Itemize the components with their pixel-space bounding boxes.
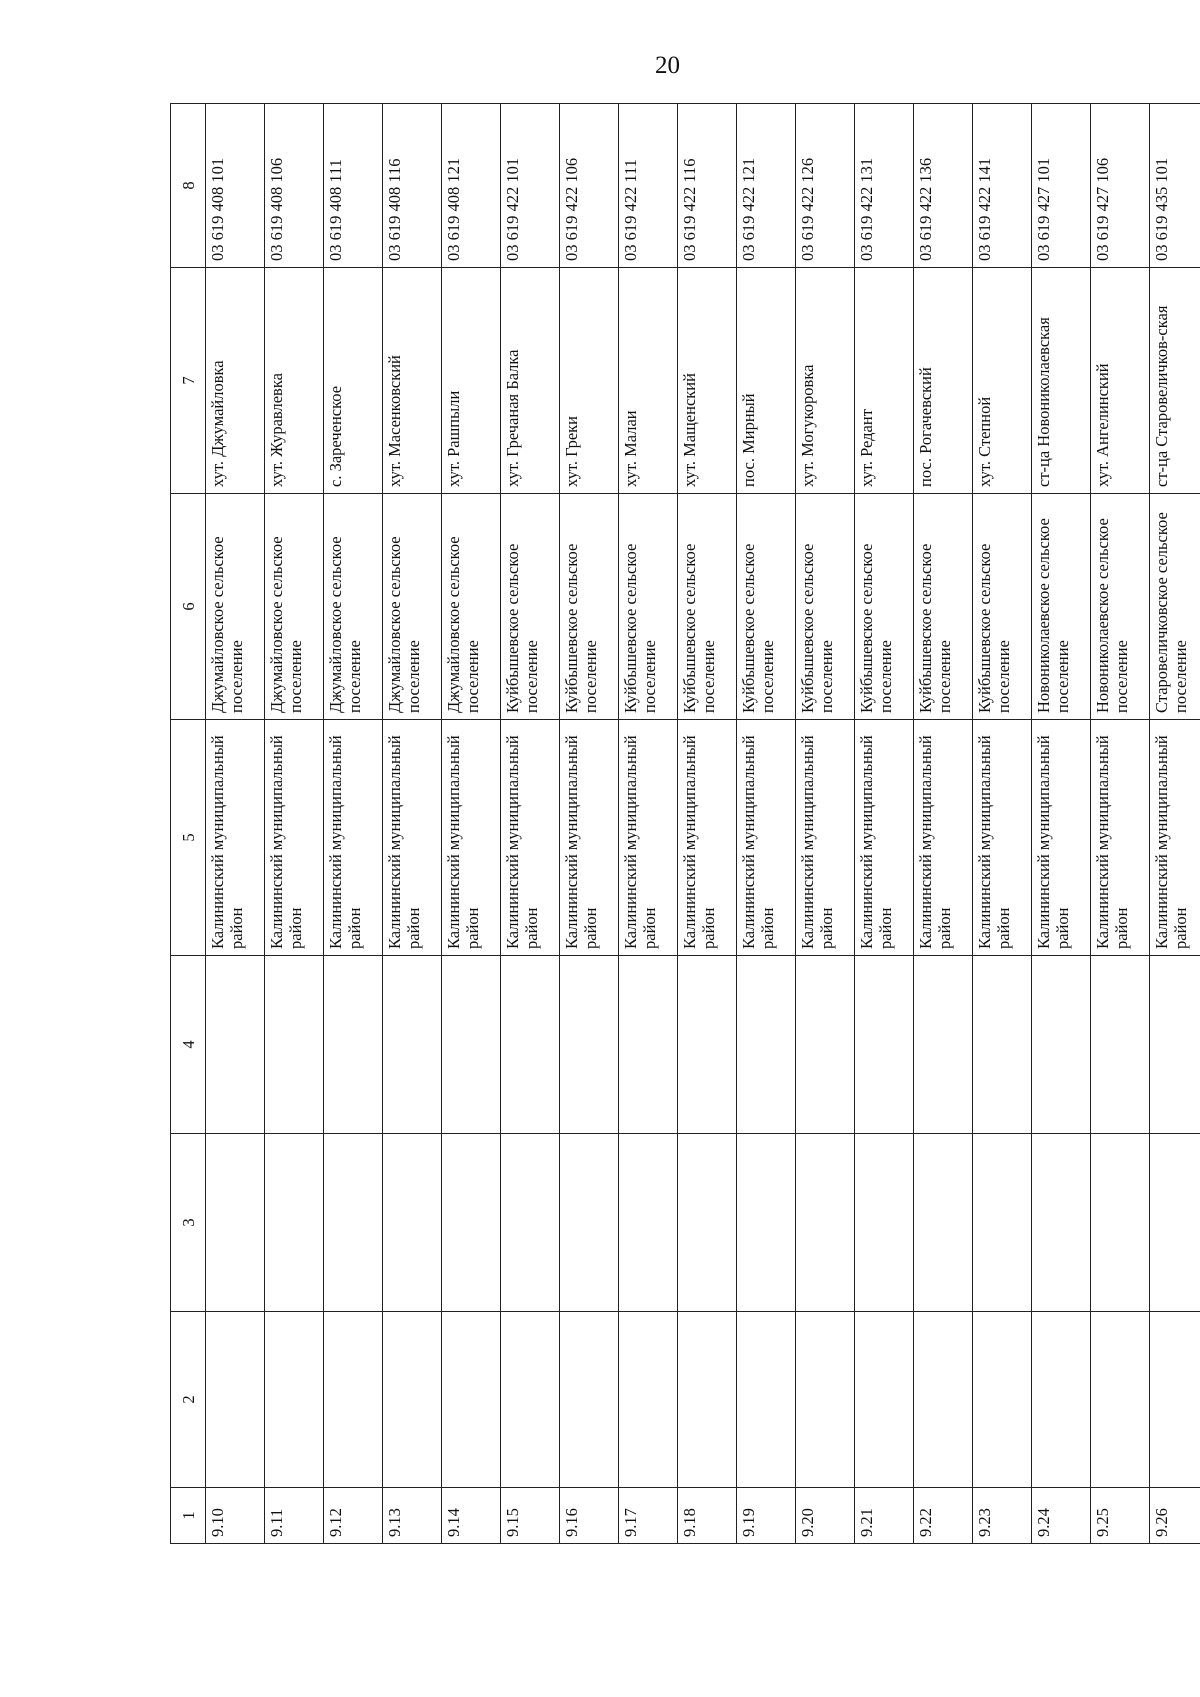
oktmo-code-cell: 03 619 422 141 [973, 104, 1032, 268]
municipal-district-cell: Калининский муниципальный район [678, 720, 737, 956]
municipal-district-cell: Калининский муниципальный район [442, 720, 501, 956]
municipal-district-cell: Калининский муниципальный район [973, 720, 1032, 956]
oktmo-code-cell: 03 619 408 121 [442, 104, 501, 268]
settlement-cell: Куйбышевское сельское поселение [678, 494, 737, 720]
column-3-cell [1091, 1134, 1150, 1312]
row-number-cell: 9.16 [560, 1488, 619, 1544]
table-row [737, 104, 796, 1544]
settlement-cell: Куйбышевское сельское поселение [560, 494, 619, 720]
row-number-cell: 9.10 [206, 1488, 265, 1544]
oktmo-code-cell: 03 619 408 101 [206, 104, 265, 268]
column-4-cell [855, 956, 914, 1134]
column-number-1: 1 [171, 1488, 206, 1544]
locality-cell: хут. Греки [560, 268, 619, 494]
row-number-cell: 9.21 [855, 1488, 914, 1544]
oktmo-code-cell: 03 619 427 101 [1032, 104, 1091, 268]
oktmo-code-cell: 03 619 422 121 [737, 104, 796, 268]
column-4-cell [619, 956, 678, 1134]
settlement-cell: Новониколаевское сельское поселение [1032, 494, 1091, 720]
column-4-cell [442, 956, 501, 1134]
settlements-table [170, 103, 1200, 1544]
column-2-cell [973, 1312, 1032, 1488]
oktmo-code-cell: 03 619 408 116 [383, 104, 442, 268]
column-3-cell [560, 1134, 619, 1312]
row-number-cell: 9.26 [1150, 1488, 1200, 1544]
oktmo-code-cell: 03 619 422 131 [855, 104, 914, 268]
column-3-cell [265, 1134, 324, 1312]
table-row [855, 104, 914, 1544]
oktmo-code-cell: 03 619 422 111 [619, 104, 678, 268]
table-row [206, 104, 265, 1544]
column-2-cell [206, 1312, 265, 1488]
column-2-cell [619, 1312, 678, 1488]
locality-cell: хут. Гречаная Балка [501, 268, 560, 494]
column-2-cell [1091, 1312, 1150, 1488]
settlement-cell: Куйбышевское сельское поселение [973, 494, 1032, 720]
locality-cell: хут. Джумайловка [206, 268, 265, 494]
locality-cell: хут. Ангелинский [1091, 268, 1150, 494]
oktmo-code-cell: 03 619 422 101 [501, 104, 560, 268]
column-3-cell [1150, 1134, 1200, 1312]
row-number-cell: 9.17 [619, 1488, 678, 1544]
column-4-cell [383, 956, 442, 1134]
column-2-cell [265, 1312, 324, 1488]
column-number-8: 8 [171, 104, 206, 268]
column-3-cell [383, 1134, 442, 1312]
column-3-cell [501, 1134, 560, 1312]
oktmo-code-cell: 03 619 422 136 [914, 104, 973, 268]
column-number-2: 2 [171, 1312, 206, 1488]
row-number-cell: 9.22 [914, 1488, 973, 1544]
settlement-cell: Куйбышевское сельское поселение [855, 494, 914, 720]
column-number-4: 4 [171, 956, 206, 1134]
column-2-cell [1032, 1312, 1091, 1488]
table-row [324, 104, 383, 1544]
column-3-cell [973, 1134, 1032, 1312]
locality-cell: хут. Редант [855, 268, 914, 494]
column-2-cell [914, 1312, 973, 1488]
table-row [796, 104, 855, 1544]
settlement-cell: Джумайловское сельское поселение [324, 494, 383, 720]
column-4-cell [914, 956, 973, 1134]
settlement-cell: Джумайловское сельское поселение [442, 494, 501, 720]
row-number-cell: 9.13 [383, 1488, 442, 1544]
municipal-district-cell: Калининский муниципальный район [737, 720, 796, 956]
column-4-cell [560, 956, 619, 1134]
column-3-cell [206, 1134, 265, 1312]
table-header-row [171, 104, 206, 1544]
column-4-cell [1032, 956, 1091, 1134]
column-2-cell [1150, 1312, 1200, 1488]
municipal-district-cell: Калининский муниципальный район [1091, 720, 1150, 956]
column-2-cell [442, 1312, 501, 1488]
oktmo-code-cell: 03 619 422 116 [678, 104, 737, 268]
row-number-cell: 9.19 [737, 1488, 796, 1544]
column-4-cell [737, 956, 796, 1134]
locality-cell: хут. Малаи [619, 268, 678, 494]
settlement-cell: Куйбышевское сельское поселение [914, 494, 973, 720]
column-3-cell [914, 1134, 973, 1312]
row-number-cell: 9.20 [796, 1488, 855, 1544]
column-number-6: 6 [171, 494, 206, 720]
row-number-cell: 9.25 [1091, 1488, 1150, 1544]
municipal-district-cell: Калининский муниципальный район [206, 720, 265, 956]
column-4-cell [973, 956, 1032, 1134]
settlement-cell: Куйбышевское сельское поселение [501, 494, 560, 720]
column-2-cell [796, 1312, 855, 1488]
oktmo-code-cell: 03 619 408 111 [324, 104, 383, 268]
page-number: 20 [655, 52, 680, 79]
table-row [442, 104, 501, 1544]
municipal-district-cell: Калининский муниципальный район [560, 720, 619, 956]
table-row [265, 104, 324, 1544]
column-3-cell [619, 1134, 678, 1312]
table-row [560, 104, 619, 1544]
column-4-cell [501, 956, 560, 1134]
settlement-cell: Джумайловское сельское поселение [265, 494, 324, 720]
municipal-district-cell: Калининский муниципальный район [324, 720, 383, 956]
table-row [973, 104, 1032, 1544]
oktmo-code-cell: 03 619 422 106 [560, 104, 619, 268]
column-4-cell [324, 956, 383, 1134]
table-row [619, 104, 678, 1544]
municipal-district-cell: Калининский муниципальный район [265, 720, 324, 956]
municipal-district-cell: Калининский муниципальный район [1150, 720, 1200, 956]
column-4-cell [1150, 956, 1200, 1134]
table-row [383, 104, 442, 1544]
oktmo-code-cell: 03 619 408 106 [265, 104, 324, 268]
row-number-cell: 9.12 [324, 1488, 383, 1544]
table-body [171, 104, 1200, 1544]
locality-cell: ст-ца Новониколаевская [1032, 268, 1091, 494]
column-number-5: 5 [171, 720, 206, 956]
municipal-district-cell: Калининский муниципальный район [914, 720, 973, 956]
rotated-table-container [170, 104, 1190, 1544]
table-row [1032, 104, 1091, 1544]
column-2-cell [855, 1312, 914, 1488]
column-3-cell [324, 1134, 383, 1312]
settlement-cell: Куйбышевское сельское поселение [619, 494, 678, 720]
locality-cell: хут. Рашпыли [442, 268, 501, 494]
row-number-cell: 9.24 [1032, 1488, 1091, 1544]
oktmo-code-cell: 03 619 435 101 [1150, 104, 1200, 268]
column-2-cell [501, 1312, 560, 1488]
settlement-cell: Новониколаевское сельское поселение [1091, 494, 1150, 720]
column-4-cell [796, 956, 855, 1134]
settlement-cell: Старовеличковское сельское поселение [1150, 494, 1200, 720]
column-4-cell [678, 956, 737, 1134]
table-row [1150, 104, 1200, 1544]
locality-cell: ст-ца Старовеличков-ская [1150, 268, 1200, 494]
locality-cell: хут. Масенковский [383, 268, 442, 494]
locality-cell: хут. Мащенский [678, 268, 737, 494]
column-number-3: 3 [171, 1134, 206, 1312]
column-3-cell [796, 1134, 855, 1312]
settlement-cell: Куйбышевское сельское поселение [796, 494, 855, 720]
locality-cell: хут. Журавлевка [265, 268, 324, 494]
row-number-cell: 9.23 [973, 1488, 1032, 1544]
settlement-cell: Джумайловское сельское поселение [383, 494, 442, 720]
locality-cell: пос. Рогачевский [914, 268, 973, 494]
locality-cell: с. Зареченское [324, 268, 383, 494]
column-3-cell [678, 1134, 737, 1312]
municipal-district-cell: Калининский муниципальный район [796, 720, 855, 956]
settlement-cell: Куйбышевское сельское поселение [737, 494, 796, 720]
column-2-cell [737, 1312, 796, 1488]
municipal-district-cell: Калининский муниципальный район [1032, 720, 1091, 956]
row-number-cell: 9.18 [678, 1488, 737, 1544]
municipal-district-cell: Калининский муниципальный район [383, 720, 442, 956]
column-3-cell [737, 1134, 796, 1312]
municipal-district-cell: Калининский муниципальный район [855, 720, 914, 956]
row-number-cell: 9.14 [442, 1488, 501, 1544]
locality-cell: пос. Мирный [737, 268, 796, 494]
oktmo-code-cell: 03 619 427 106 [1091, 104, 1150, 268]
table-row [678, 104, 737, 1544]
column-3-cell [442, 1134, 501, 1312]
column-4-cell [206, 956, 265, 1134]
settlement-cell: Джумайловское сельское поселение [206, 494, 265, 720]
oktmo-code-cell: 03 619 422 126 [796, 104, 855, 268]
column-2-cell [324, 1312, 383, 1488]
locality-cell: хут. Степной [973, 268, 1032, 494]
column-3-cell [1032, 1134, 1091, 1312]
row-number-cell: 9.11 [265, 1488, 324, 1544]
column-number-7: 7 [171, 268, 206, 494]
table-row [914, 104, 973, 1544]
column-2-cell [383, 1312, 442, 1488]
locality-cell: хут. Могукоровка [796, 268, 855, 494]
municipal-district-cell: Калининский муниципальный район [501, 720, 560, 956]
column-3-cell [855, 1134, 914, 1312]
table-row [501, 104, 560, 1544]
column-2-cell [678, 1312, 737, 1488]
column-4-cell [1091, 956, 1150, 1134]
table-row [1091, 104, 1150, 1544]
municipal-district-cell: Калининский муниципальный район [619, 720, 678, 956]
column-4-cell [265, 956, 324, 1134]
row-number-cell: 9.15 [501, 1488, 560, 1544]
column-2-cell [560, 1312, 619, 1488]
